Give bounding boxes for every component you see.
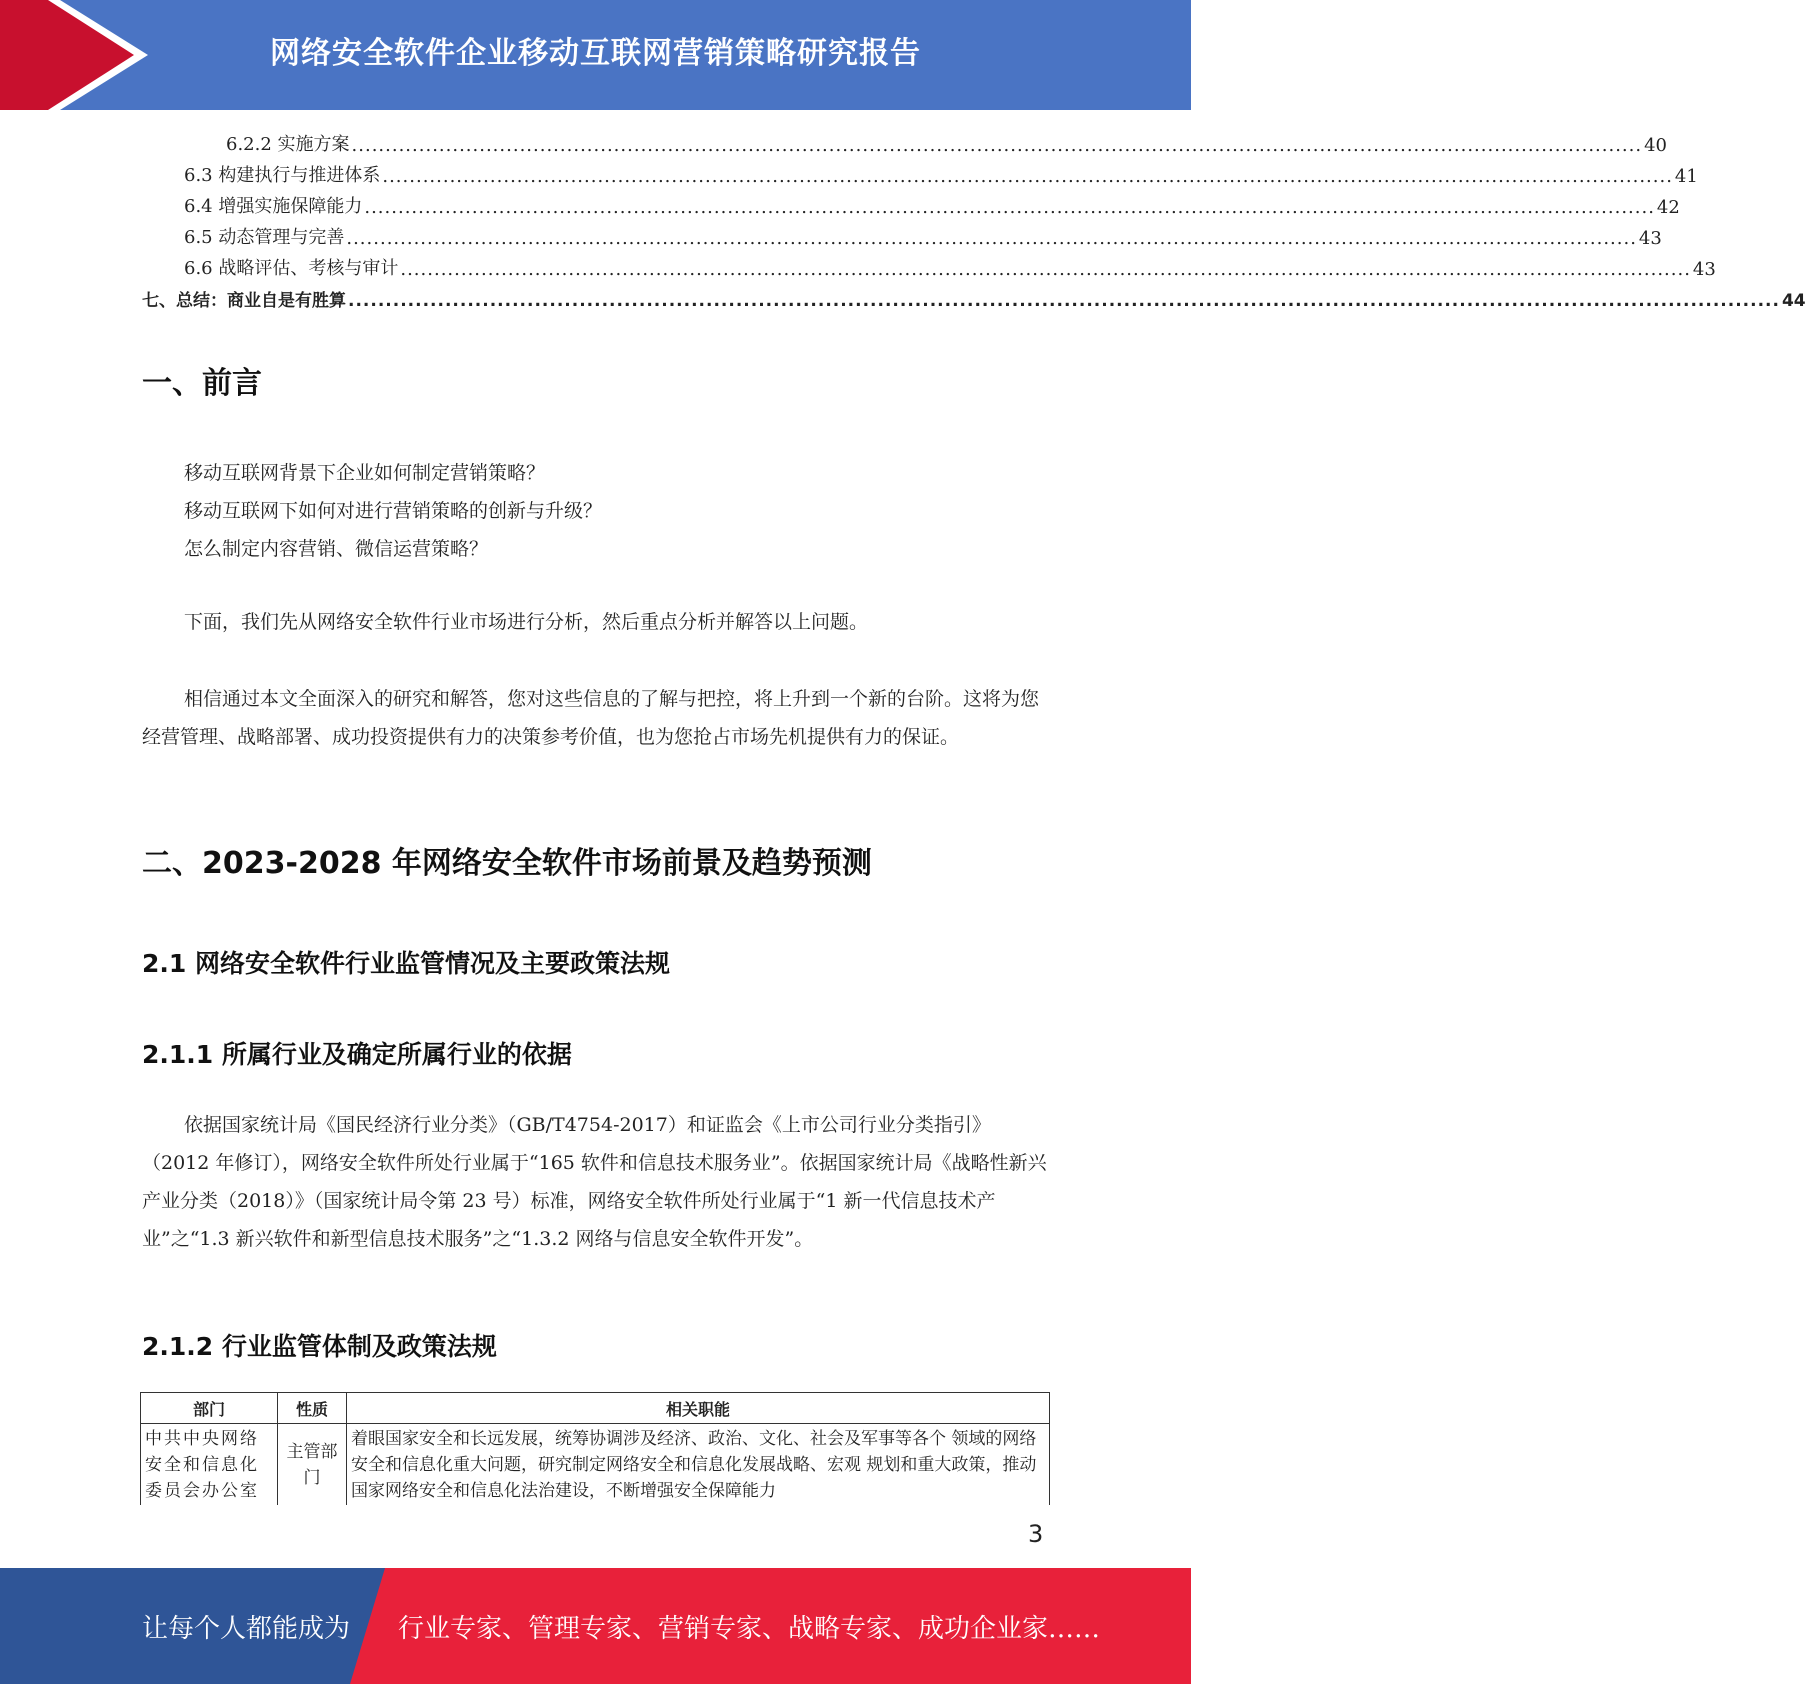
table-page-break-mask [130, 1505, 1060, 1525]
page-header [0, 0, 1191, 110]
header-chevron-decoration [0, 0, 160, 110]
table-cell-duty: 着眼国家安全和长远发展，统筹协调涉及经济、政治、文化、社会及军事等各个 领域的网络安全和信息化重大问题，研究制定网络安全和信息化发展战略、宏观 规划和重大政策，推动国家网络安全和信息化法治建设，不断增强安全保障能力 [347, 1424, 1050, 1507]
toc-leader: ................................................................................................................................................................................................ [400, 259, 1691, 280]
subsection-heading: 2.1.2 行业监管体制及政策法规 [142, 1332, 497, 1361]
footer-slogan-right: 行业专家、管理专家、营销专家、战略专家、成功企业家…… [398, 1614, 1101, 1644]
table-header-cell: 相关职能 [347, 1393, 1050, 1424]
page-number: 3 [1028, 1520, 1044, 1548]
table-row [141, 1424, 1050, 1507]
toc-item-label: 6.5 动态管理与完善 [184, 227, 345, 248]
question-line: 怎么制定内容营销、微信运营策略？ [184, 538, 489, 560]
toc-item-label: 6.3 构建执行与推进体系 [184, 165, 381, 186]
body-paragraph: 依据国家统计局《国民经济行业分类》（GB/T4754-2017）和证监会《上市公司行业分类指引》（2012 年修订），网络安全软件所处行业属于“165 软件和信息技术服务业”。依据国家统计局《战略性新兴产业分类（2018）》（国家统计局令第 23 号）标准，网络安全软件所处行业属于“1 新一代信息技术产业”之“1.3 新兴软件和新型信息技术服务”之“1.3.2 网络与信息安全软件开发”。 [142, 1114, 1047, 1250]
toc-item-page: 43 [1638, 228, 1662, 249]
toc-item-page: 42 [1656, 197, 1680, 218]
toc-item[interactable] [142, 130, 1667, 156]
toc-item[interactable] [142, 285, 1806, 311]
question-line: 移动互联网下如何对进行营销策略的创新与升级？ [184, 500, 603, 522]
toc-item[interactable] [142, 254, 1716, 280]
table-cell-nature: 主管部门 [278, 1424, 347, 1507]
section-heading: 二、2023-2028 年网络安全软件市场前景及趋势预测 [142, 846, 872, 881]
table-header-cell: 部门 [141, 1393, 278, 1424]
table-header-row [141, 1393, 1050, 1424]
toc-item[interactable] [142, 223, 1662, 249]
toc-leader: ................................................................................................................................................................................................ [348, 291, 1780, 311]
toc-item-page: 44 [1781, 291, 1806, 311]
toc-leader: ................................................................................................................................................................................................ [364, 197, 1655, 218]
section-heading: 一、前言 [142, 366, 262, 401]
body-paragraph: 下面，我们先从网络安全软件行业市场进行分析，然后重点分析并解答以上问题。 [184, 611, 869, 633]
toc-item-label: 七、总结：商业自是有胜算 [142, 291, 346, 311]
table-cell-dept: 中共中央网络安全和信息化委员会办公室 [141, 1424, 278, 1507]
question-line: 移动互联网背景下企业如何制定营销策略？ [184, 462, 546, 484]
body-paragraph: 相信通过本文全面深入的研究和解答，您对这些信息的了解与把控，将上升到一个新的台阶。这将为您经营管理、战略部署、成功投资提供有力的决策参考价值，也为您抢占市场先机提供有力的保证。 [142, 688, 1040, 748]
toc-item[interactable] [142, 192, 1680, 218]
subsection-heading: 2.1.1 所属行业及确定所属行业的依据 [142, 1040, 572, 1069]
toc-item-page: 41 [1674, 166, 1698, 187]
header-title: 网络安全软件企业移动互联网营销策略研究报告 [270, 36, 921, 71]
toc-item-label: 6.6 战略评估、考核与审计 [184, 258, 399, 279]
toc-item-page: 43 [1692, 259, 1716, 280]
subsection-heading: 2.1 网络安全软件行业监管情况及主要政策法规 [142, 949, 670, 978]
toc-item-label: 6.2.2 实施方案 [226, 134, 350, 155]
footer-slogan-left: 让每个人都能成为 [142, 1614, 351, 1644]
toc-leader: ................................................................................................................................................................................................ [346, 228, 1637, 249]
page-footer [0, 1568, 1191, 1684]
toc-item-page: 40 [1644, 135, 1667, 156]
table-header-cell: 性质 [278, 1393, 347, 1424]
toc-leader: ................................................................................................................................................................................................ [351, 135, 1643, 156]
toc-leader: ................................................................................................................................................................................................ [382, 166, 1673, 187]
toc-item[interactable] [142, 161, 1698, 187]
toc-item-label: 6.4 增强实施保障能力 [184, 196, 363, 217]
regulatory-table [140, 1392, 1050, 1507]
